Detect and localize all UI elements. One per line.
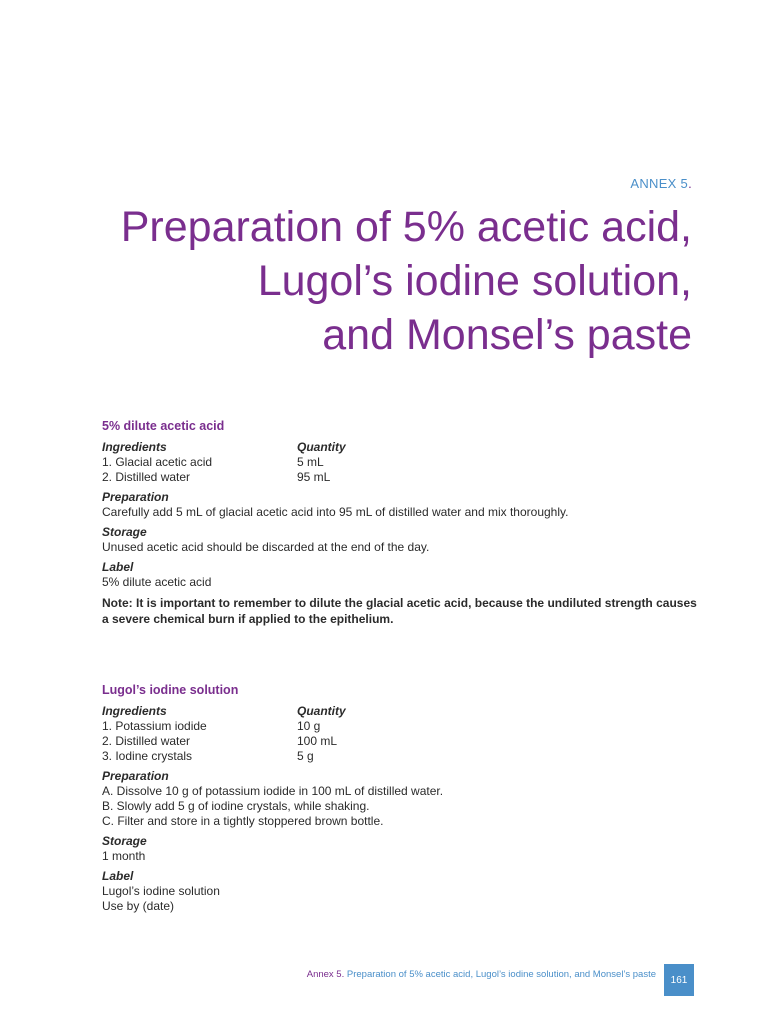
- ingredients-header-row: [102, 440, 702, 455]
- ingredient-quantity: 10 g: [297, 719, 321, 733]
- ingredient-name: 3. Iodine crystals: [102, 749, 193, 763]
- preparation-heading: Preparation: [102, 769, 169, 783]
- storage-heading: Storage: [102, 525, 147, 539]
- title-line-2: Lugol’s iodine solution,: [257, 257, 692, 305]
- label-text: Lugol’s iodine solution: [102, 884, 220, 898]
- page-number-badge: [664, 964, 694, 996]
- title-line-3: and Monsel’s paste: [322, 311, 692, 359]
- title-line-1: Preparation of 5% acetic acid,: [120, 203, 692, 251]
- ingredient-row: [102, 470, 702, 485]
- section-lugols-iodine: [102, 683, 702, 914]
- ingredients-header-row: [102, 704, 702, 719]
- label-text: Use by (date): [102, 899, 175, 913]
- ingredient-row: [102, 719, 702, 734]
- preparation-text: Carefully add 5 mL of glacial acetic acid into 95 mL of distilled water and mix thoroughly.: [102, 505, 569, 519]
- preparation-step: C. Filter and store in a tightly stoppered brown bottle.: [102, 814, 384, 828]
- ingredients-column-header: Ingredients: [102, 704, 167, 718]
- section-heading: Lugol’s iodine solution: [102, 683, 239, 697]
- section-acetic-acid: [102, 419, 702, 627]
- ingredient-quantity: 95 mL: [297, 470, 331, 484]
- annex-label-text: ANNEX 5: [630, 176, 689, 191]
- preparation-heading: Preparation: [102, 490, 169, 504]
- storage-text: 1 month: [102, 849, 146, 863]
- annex-label-dot: .: [688, 176, 692, 191]
- ingredient-quantity: 100 mL: [297, 734, 338, 748]
- ingredients-column-header: Ingredients: [102, 440, 167, 454]
- quantity-column-header: Quantity: [297, 704, 346, 718]
- ingredient-name: 2. Distilled water: [102, 470, 191, 484]
- ingredient-name: 1. Potassium iodide: [102, 719, 207, 733]
- footer-annex: Annex 5.: [306, 969, 345, 980]
- quantity-column-header: Quantity: [297, 440, 346, 454]
- label-heading: Label: [102, 869, 134, 883]
- ingredient-name: 2. Distilled water: [102, 734, 191, 748]
- preparation-step: B. Slowly add 5 g of iodine crystals, while shaking.: [102, 799, 370, 813]
- storage-heading: Storage: [102, 834, 147, 848]
- page-number: 161: [670, 974, 688, 986]
- annex-label: [630, 176, 692, 191]
- section-heading: 5% dilute acetic acid: [102, 419, 225, 433]
- label-text: 5% dilute acetic acid: [102, 575, 212, 589]
- preparation-step: A. Dissolve 10 g of potassium iodide in 100 mL of distilled water.: [102, 784, 444, 798]
- running-footer: [307, 969, 656, 980]
- ingredient-name: 1. Glacial acetic acid: [102, 455, 213, 469]
- ingredient-quantity: 5 g: [297, 749, 314, 763]
- footer-title: Preparation of 5% acetic acid, Lugol’s iodine solution, and Monsel’s paste: [344, 969, 656, 980]
- ingredient-row: [102, 455, 702, 470]
- page-title: [72, 200, 692, 362]
- safety-note: Note: It is important to remember to dilute the glacial acetic acid, because the undiluted strength causes a severe chemical burn if applied to the epithelium.: [102, 596, 697, 626]
- ingredient-row: [102, 734, 702, 749]
- ingredient-quantity: 5 mL: [297, 455, 324, 469]
- storage-text: Unused acetic acid should be discarded at the end of the day.: [102, 540, 430, 554]
- label-heading: Label: [102, 560, 134, 574]
- ingredient-row: [102, 749, 702, 764]
